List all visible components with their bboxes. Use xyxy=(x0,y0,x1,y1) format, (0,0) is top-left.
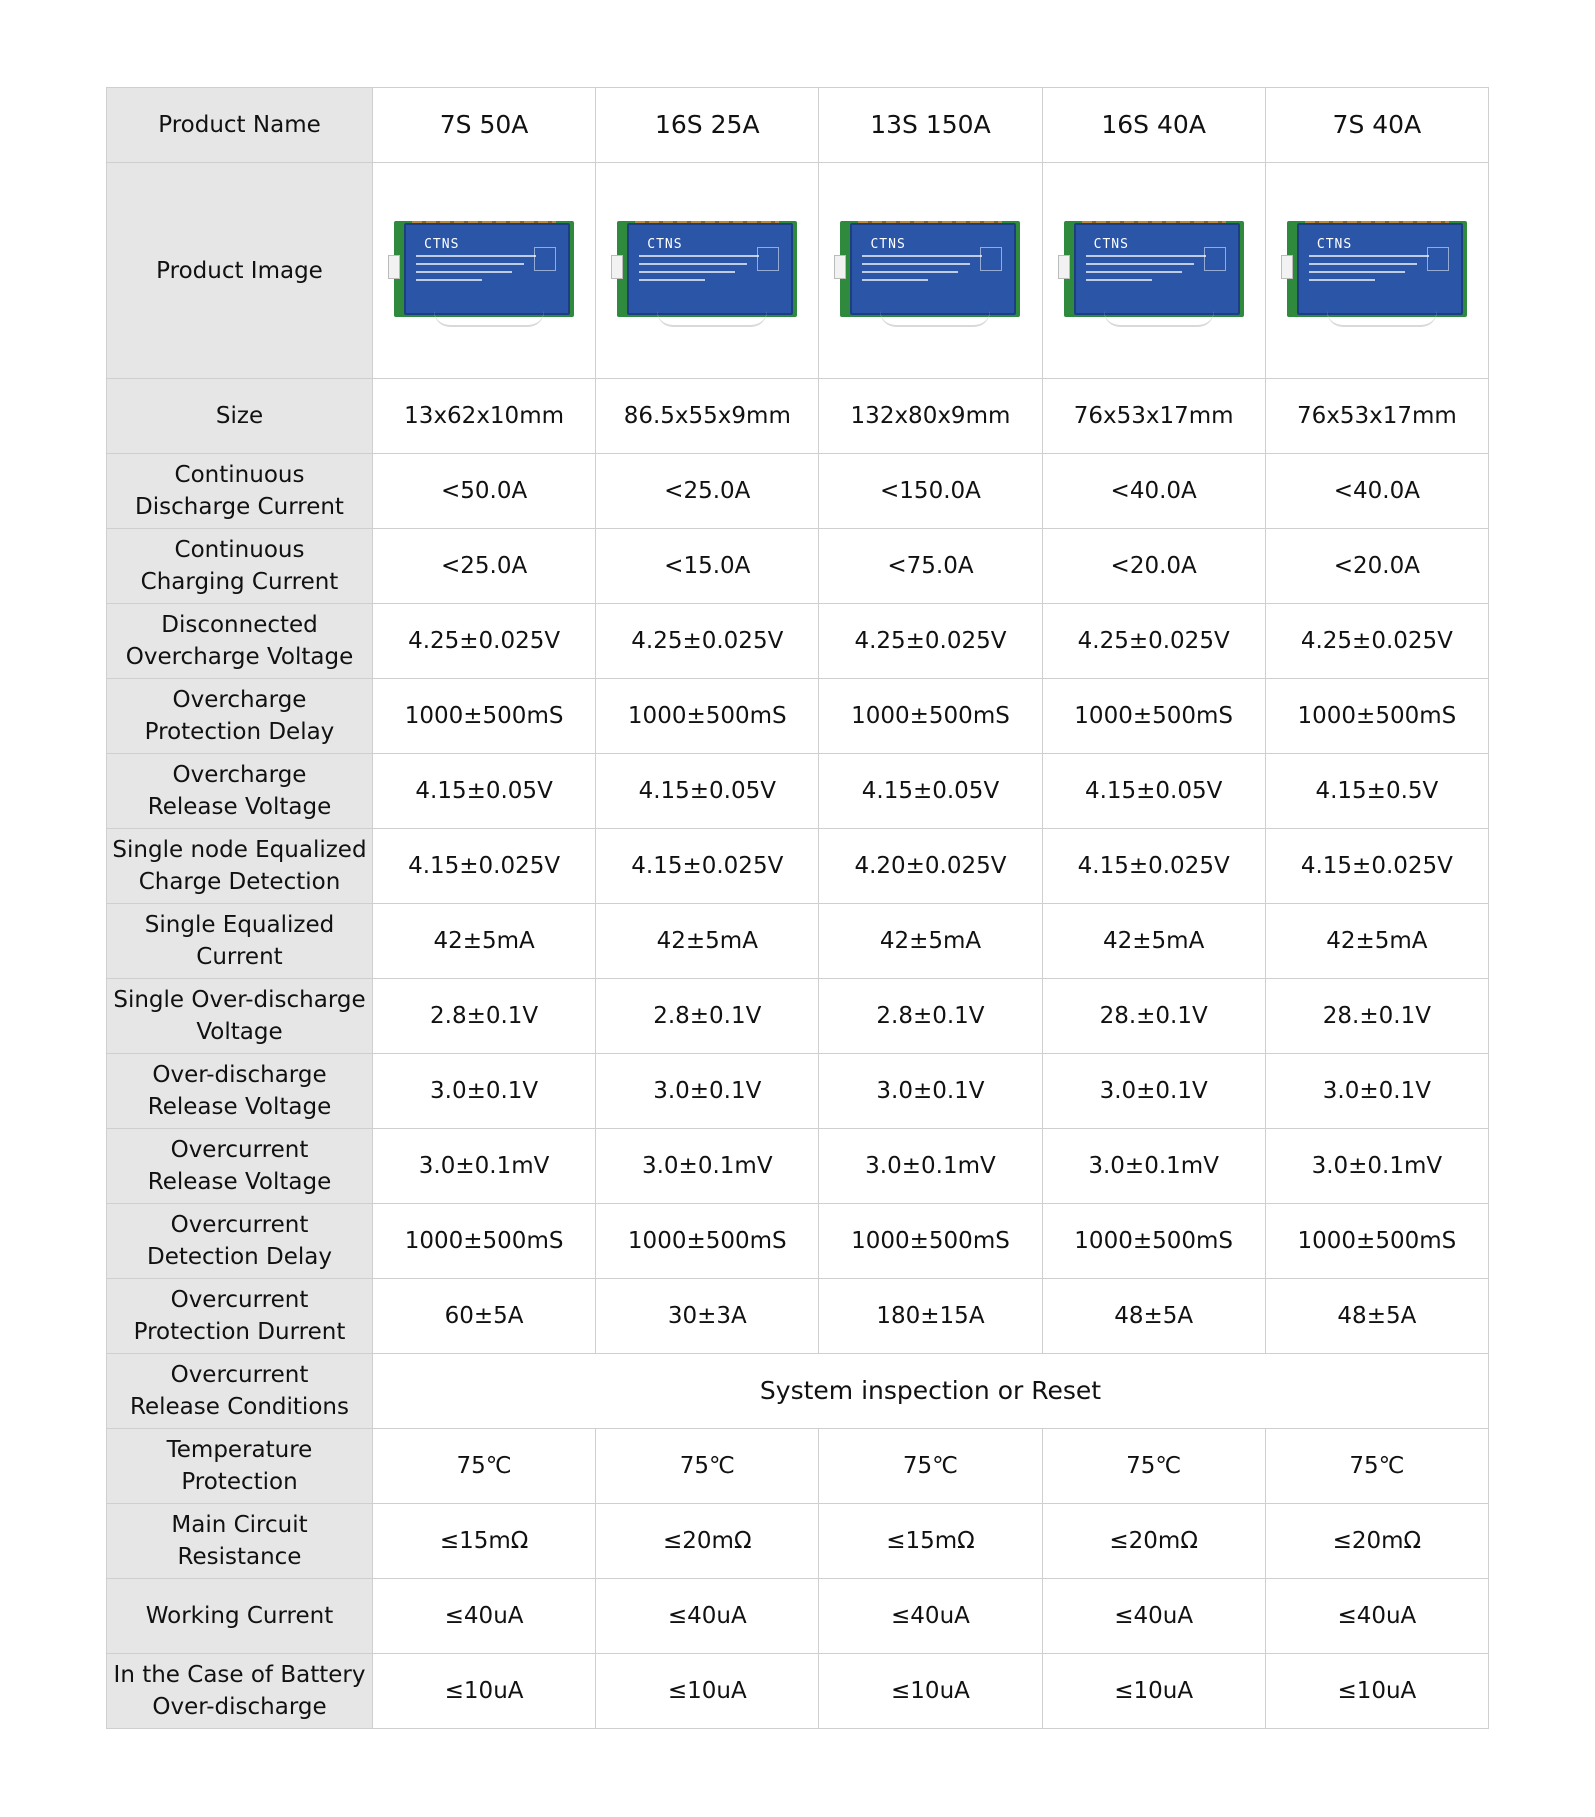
spec-row xyxy=(107,904,1489,979)
value-cell: 3.0±0.1V xyxy=(373,1054,596,1129)
row-label-text: Overcharge Release Voltage xyxy=(147,762,332,820)
value-cell: 3.0±0.1mV xyxy=(1265,1129,1488,1204)
row-label-text: Product Image xyxy=(156,257,323,284)
value-cell: 3.0±0.1mV xyxy=(596,1129,819,1204)
value-cell: 76x53x17mm xyxy=(1042,379,1265,454)
row-label xyxy=(107,1279,373,1354)
row-label-text: Temperature Protection xyxy=(166,1437,313,1495)
value-cell: <75.0A xyxy=(819,529,1042,604)
value-cell: 1000±500mS xyxy=(373,1204,596,1279)
value-cell: 1000±500mS xyxy=(596,1204,819,1279)
bms-board-image xyxy=(1064,215,1244,327)
value-cell: ≤10uA xyxy=(1265,1654,1488,1729)
spec-row xyxy=(107,1129,1489,1204)
row-label xyxy=(107,379,373,454)
value-cell: 42±5mA xyxy=(1042,904,1265,979)
value-cell: 4.25±0.025V xyxy=(1042,604,1265,679)
value-cell: 180±15A xyxy=(819,1279,1042,1354)
row-label xyxy=(107,1204,373,1279)
row-label xyxy=(107,1354,373,1429)
board-brand-text: CTNS xyxy=(870,236,906,252)
value-cell: 4.25±0.025V xyxy=(819,604,1042,679)
row-label-text: Overcurrent Detection Delay xyxy=(147,1212,332,1270)
value-cell: ≤20mΩ xyxy=(1042,1504,1265,1579)
value-cell: 4.15±0.05V xyxy=(819,754,1042,829)
value-cell: 4.20±0.025V xyxy=(819,829,1042,904)
value-cell: ≤40uA xyxy=(1265,1579,1488,1654)
value-cell: ≤10uA xyxy=(819,1654,1042,1729)
value-cell: ≤15mΩ xyxy=(373,1504,596,1579)
value-cell: 3.0±0.1V xyxy=(1265,1054,1488,1129)
row-label-text: Overcurrent Release Conditions xyxy=(130,1362,349,1420)
value-cell: 1000±500mS xyxy=(819,1204,1042,1279)
spec-row xyxy=(107,979,1489,1054)
value-cell: 42±5mA xyxy=(1265,904,1488,979)
board-brand-text: CTNS xyxy=(647,236,683,252)
spec-row xyxy=(107,754,1489,829)
spec-row xyxy=(107,1054,1489,1129)
product-name-cell: 7S 50A xyxy=(373,88,596,163)
value-cell: 3.0±0.1mV xyxy=(1042,1129,1265,1204)
row-label xyxy=(107,1429,373,1504)
bms-board-image xyxy=(1287,215,1467,327)
value-cell: 86.5x55x9mm xyxy=(596,379,819,454)
row-label-text: Size xyxy=(215,403,264,429)
row-label xyxy=(107,88,373,163)
row-label xyxy=(107,754,373,829)
row-label xyxy=(107,454,373,529)
row-label-text: Over-discharge Release Voltage xyxy=(147,1062,332,1120)
spec-row xyxy=(107,1279,1489,1354)
value-cell: 3.0±0.1mV xyxy=(819,1129,1042,1204)
product-image-cell xyxy=(373,163,596,379)
value-cell: 2.8±0.1V xyxy=(819,979,1042,1054)
value-cell: <150.0A xyxy=(819,454,1042,529)
value-cell: 4.15±0.025V xyxy=(1265,829,1488,904)
value-cell: 76x53x17mm xyxy=(1265,379,1488,454)
product-name-cell: 13S 150A xyxy=(819,88,1042,163)
image-row xyxy=(107,163,1489,379)
value-cell: 4.15±0.025V xyxy=(596,829,819,904)
spec-row xyxy=(107,1354,1489,1429)
bms-board-image xyxy=(840,215,1020,327)
value-cell: 75℃ xyxy=(1265,1429,1488,1504)
spec-row xyxy=(107,1204,1489,1279)
product-image-cell xyxy=(1265,163,1488,379)
value-cell: 4.25±0.025V xyxy=(373,604,596,679)
value-cell: ≤40uA xyxy=(373,1579,596,1654)
bms-board-image xyxy=(617,215,797,327)
value-cell: ≤10uA xyxy=(373,1654,596,1729)
spec-row xyxy=(107,1429,1489,1504)
value-cell: ≤10uA xyxy=(1042,1654,1265,1729)
value-cell: 1000±500mS xyxy=(1042,679,1265,754)
row-label-text: Overcharge Protection Delay xyxy=(144,687,335,745)
spec-row xyxy=(107,379,1489,454)
value-cell: 3.0±0.1V xyxy=(819,1054,1042,1129)
value-cell: 1000±500mS xyxy=(596,679,819,754)
board-brand-text: CTNS xyxy=(1316,236,1353,252)
value-cell: 3.0±0.1mV xyxy=(373,1129,596,1204)
value-cell: 30±3A xyxy=(596,1279,819,1354)
value-cell: 3.0±0.1V xyxy=(1042,1054,1265,1129)
value-cell: 2.8±0.1V xyxy=(373,979,596,1054)
value-cell: 75℃ xyxy=(596,1429,819,1504)
value-cell: 42±5mA xyxy=(596,904,819,979)
row-label-text: Single Equalized Current xyxy=(144,912,335,970)
row-label xyxy=(107,1129,373,1204)
spec-row xyxy=(107,604,1489,679)
header-row xyxy=(107,88,1489,163)
value-cell: 4.15±0.05V xyxy=(596,754,819,829)
row-label-text: Main Circuit Resistance xyxy=(171,1512,308,1570)
value-cell: 28.±0.1V xyxy=(1042,979,1265,1054)
value-cell: 60±5A xyxy=(373,1279,596,1354)
bms-board-image xyxy=(394,215,574,327)
row-label xyxy=(107,1054,373,1129)
value-cell: 75℃ xyxy=(819,1429,1042,1504)
value-cell: ≤40uA xyxy=(596,1579,819,1654)
value-cell: <40.0A xyxy=(1265,454,1488,529)
row-label xyxy=(107,904,373,979)
row-label xyxy=(107,1579,373,1654)
product-image-cell xyxy=(596,163,819,379)
value-cell: <20.0A xyxy=(1042,529,1265,604)
value-cell: 1000±500mS xyxy=(1265,679,1488,754)
value-cell: 4.25±0.025V xyxy=(1265,604,1488,679)
value-cell: 75℃ xyxy=(1042,1429,1265,1504)
value-cell: ≤40uA xyxy=(1042,1579,1265,1654)
spec-table-body xyxy=(107,88,1489,1729)
value-cell: 48±5A xyxy=(1265,1279,1488,1354)
value-cell: 4.15±0.05V xyxy=(373,754,596,829)
spec-table xyxy=(106,87,1489,1729)
value-cell: 28.±0.1V xyxy=(1265,979,1488,1054)
value-cell: 1000±500mS xyxy=(1042,1204,1265,1279)
spec-row xyxy=(107,1579,1489,1654)
product-name-cell: 16S 25A xyxy=(596,88,819,163)
value-cell: 4.15±0.05V xyxy=(1042,754,1265,829)
value-cell: <40.0A xyxy=(1042,454,1265,529)
spec-row xyxy=(107,1504,1489,1579)
row-label xyxy=(107,829,373,904)
row-label-text: Working Current xyxy=(145,1603,334,1629)
value-cell: 48±5A xyxy=(1042,1279,1265,1354)
value-cell: ≤10uA xyxy=(596,1654,819,1729)
value-cell: 132x80x9mm xyxy=(819,379,1042,454)
row-label-text: Single Over-discharge Voltage xyxy=(113,987,366,1045)
row-label xyxy=(107,679,373,754)
value-cell: ≤20mΩ xyxy=(596,1504,819,1579)
spec-row xyxy=(107,454,1489,529)
value-cell: ≤15mΩ xyxy=(819,1504,1042,1579)
row-label-text: Product Name xyxy=(158,112,321,138)
value-cell: 75℃ xyxy=(373,1429,596,1504)
value-cell: <25.0A xyxy=(373,529,596,604)
value-cell: 2.8±0.1V xyxy=(596,979,819,1054)
spec-row xyxy=(107,679,1489,754)
row-label xyxy=(107,163,373,379)
row-label-text: Overcurrent Protection Durrent xyxy=(133,1287,346,1345)
spec-row xyxy=(107,529,1489,604)
value-cell: 4.15±0.5V xyxy=(1265,754,1488,829)
value-cell: 1000±500mS xyxy=(1265,1204,1488,1279)
value-cell: 4.25±0.025V xyxy=(596,604,819,679)
value-cell: 4.15±0.025V xyxy=(373,829,596,904)
product-name-cell: 7S 40A xyxy=(1265,88,1488,163)
row-label-text: Continuous Charging Current xyxy=(140,537,339,595)
row-label xyxy=(107,529,373,604)
row-label xyxy=(107,1504,373,1579)
value-cell: 42±5mA xyxy=(373,904,596,979)
row-label xyxy=(107,604,373,679)
row-label xyxy=(107,1654,373,1729)
value-cell: 42±5mA xyxy=(819,904,1042,979)
product-image-cell xyxy=(819,163,1042,379)
value-cell: <15.0A xyxy=(596,529,819,604)
row-label-text: Overcurrent Release Voltage xyxy=(147,1137,332,1195)
row-label-text: Continuous Discharge Current xyxy=(135,462,344,520)
value-cell: 13x62x10mm xyxy=(373,379,596,454)
value-cell: <20.0A xyxy=(1265,529,1488,604)
product-name-cell: 16S 40A xyxy=(1042,88,1265,163)
spec-row xyxy=(107,1654,1489,1729)
value-cell: 3.0±0.1V xyxy=(596,1054,819,1129)
row-label-text: In the Case of Battery Over-discharge xyxy=(113,1662,366,1720)
row-label xyxy=(107,979,373,1054)
board-brand-text: CTNS xyxy=(424,236,460,252)
value-cell: ≤40uA xyxy=(819,1579,1042,1654)
value-cell: <25.0A xyxy=(596,454,819,529)
value-cell: <50.0A xyxy=(373,454,596,529)
value-cell: 1000±500mS xyxy=(819,679,1042,754)
value-cell: 1000±500mS xyxy=(373,679,596,754)
spec-row xyxy=(107,829,1489,904)
merged-value-cell: System inspection or Reset xyxy=(373,1354,1489,1429)
board-brand-text: CTNS xyxy=(1093,236,1129,252)
value-cell: 4.15±0.025V xyxy=(1042,829,1265,904)
product-image-cell xyxy=(1042,163,1265,379)
row-label-text: Disconnected Overcharge Voltage xyxy=(125,612,354,670)
row-label-text: Single node Equalized Charge Detection xyxy=(112,837,367,895)
value-cell: ≤20mΩ xyxy=(1265,1504,1488,1579)
